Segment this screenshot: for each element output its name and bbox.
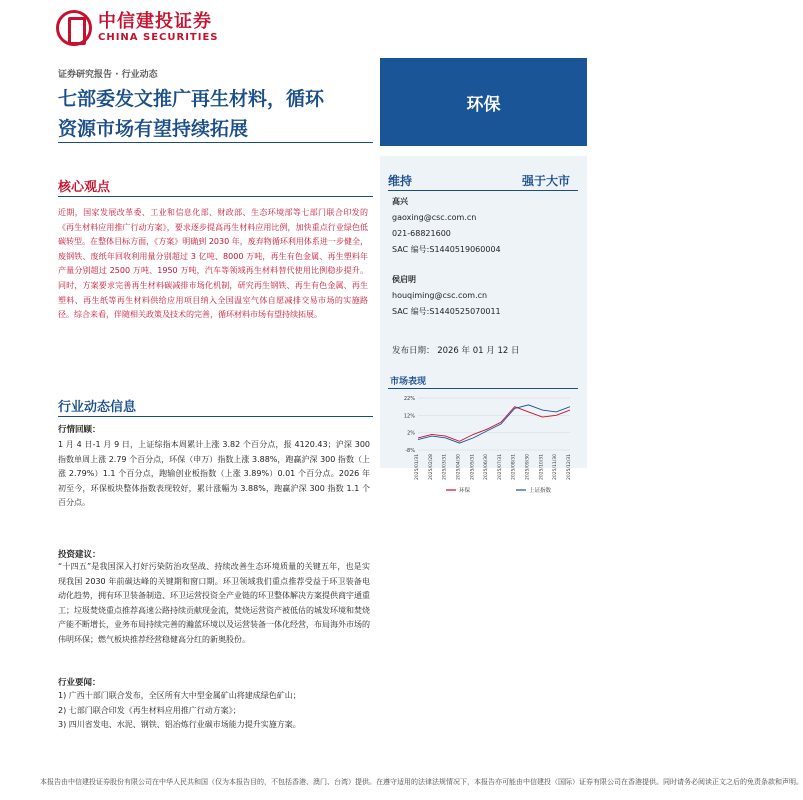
news-title: 行业要闻： xyxy=(58,678,101,688)
dynamics-heading: 行业动态信息 xyxy=(58,400,137,415)
report-title xyxy=(58,84,388,144)
y-tick-label: -8% xyxy=(405,448,415,454)
x-tick-label: 2025/03/31 xyxy=(442,454,448,480)
series-line xyxy=(418,405,570,443)
report-title-line2: 资源市场有望持续拓展 xyxy=(58,118,249,140)
market-divider xyxy=(388,388,578,389)
analyst-phone: 021-68821600 xyxy=(392,229,451,238)
x-tick-label: 2025/01/31 xyxy=(415,454,420,480)
news-item: 3) 四川省发电、水泥、钢铁、铝冶炼行业碳市场能力提升实施方案。 xyxy=(58,720,301,730)
news-list xyxy=(58,689,370,733)
x-tick-label: 2025/11/30 xyxy=(553,454,559,480)
x-tick-label: 2025/10/31 xyxy=(539,454,545,480)
breadcrumb: 证券研究报告 · 行业动态 xyxy=(58,70,158,80)
dynamics-divider xyxy=(58,416,373,417)
x-tick-label: 2025/05/31 xyxy=(470,454,476,480)
x-tick-label: 2025/04/30 xyxy=(456,454,462,480)
logo-icon xyxy=(56,10,92,46)
analyst-email[interactable]: gaoxing@csc.com.cn xyxy=(392,213,477,222)
core-view-divider xyxy=(58,196,373,197)
legend-label: 上证指数 xyxy=(529,488,552,494)
review-title: 行情回顾： xyxy=(58,425,101,435)
x-tick-label: 2025/07/31 xyxy=(497,454,503,480)
analyst-card xyxy=(392,272,501,320)
advice-text: “十四五”是我国深入打好污染防治攻坚战、持续改善生态环境质量的关键五年，也是实现我国 2030 年前碳达峰的关键期和窗口期。环卫领域我们重点推荐受益于环卫装备电动化趋势，拥有环卫装备制造、环卫运营投资全产业链的环卫整体解决方案提供商宇通重工；垃圾焚烧重点推荐高速公路持续贡献现金流，焚烧运营资产被低估的城发环境和焚烧产能不断增长，业务布局持续完善的瀚蓝环境以及运营装备一体化经营，布局海外市场的伟明环保；燃气板块推荐经营稳健高分红的新奥股份。 xyxy=(58,562,370,644)
title-divider xyxy=(58,142,373,143)
x-tick-label: 2025/09/30 xyxy=(525,454,531,480)
review-text: 1 月 4 日-1 月 9 日，上证综指本周累计上涨 3.82 个百分点，报 4120.43；沪深 300 指数单周上涨 2.79 个百分点，环保（申万）指数上涨 3.88%，跑赢沪深 300 指数（上涨 2.79%）1.1 个百分点，跑输创业板指数（上涨 3.89%）0.01 个百分点。2026 年初至今，环保板块整体指数表现较好，累计涨幅为 3.88%，跑赢沪深 300 指数 1.1 个百分点。 xyxy=(58,440,370,508)
core-view-text: 近期，国家发展改革委、工业和信息化部、财政部、生态环境部等七部门联合印发的《再生材料应用推广行动方案》，要求逐步提高再生材料应用比例，加快重点行业绿色低碳转型。在整体目标方面，《方案》明确到 2030 年，废弃物循环利用体系进一步健全，废钢铁、废纸年回收利用量分别超过 3 亿吨、8000 万吨，再生有色金属、再生塑料年产量分别超过 2500 万吨、1950 万吨，汽车等领域再生材料替代使用比例稳步提升。同时，方案要求完善再生材料碳减排市场化机制，研究再生钢铁、再生有色金属、再生塑料、再生纸等再生材料供给应用项目纳入全国温室气体自愿减排交易市场的实施路径。综合来看，伴随相关政策及技术的完善，循环材料市场有望持续拓展。 xyxy=(58,208,368,320)
logo-name-en: CHINA SECURITIES xyxy=(98,32,219,43)
y-tick-label: 12% xyxy=(403,413,415,420)
x-tick-label: 2025/02/28 xyxy=(428,454,434,480)
market-performance-chart xyxy=(388,392,578,498)
rating-label: 维持 xyxy=(388,174,413,188)
core-view-heading: 核心观点 xyxy=(58,180,111,195)
analyst-sac: SAC 编号:S1440525070011 xyxy=(392,307,501,316)
y-tick-label: 22% xyxy=(403,396,415,402)
publish-date: 发布日期： 2026 年 01 月 12 日 xyxy=(392,346,520,356)
news-item: 1) 广西十部门联合发布，全区所有大中型金属矿山将建成绿色矿山； xyxy=(58,691,301,700)
advice-title: 投资建议： xyxy=(58,550,101,560)
analyst-name: 高兴 xyxy=(392,197,408,206)
x-tick-label: 2025/06/30 xyxy=(484,454,490,480)
x-tick-label: 2025/08/31 xyxy=(511,454,517,480)
analyst-card xyxy=(392,194,501,258)
analyst-name: 侯启明 xyxy=(392,275,416,284)
rating-row xyxy=(388,172,578,189)
y-tick-label: 2% xyxy=(407,430,415,437)
series-line xyxy=(418,407,570,442)
disclaimer: 本报告由中信建投证券股份有限公司在中华人民共和国（仅为本报告目的，不包括香港、澳门、台湾）提供。在遵守适用的法律法规情况下，本报告亦可能由中信建投（国际）证券有限公司在香港提供。同时请务必阅读正文之后的免责条款和声明。 xyxy=(40,778,803,786)
company-logo xyxy=(56,10,219,46)
report-title-line1: 七部委发文推广再生材料，循环 xyxy=(58,88,325,110)
logo-name-cn: 中信建投证券 xyxy=(98,11,212,32)
news-item: 2) 七部门联合印发《再生材料应用推广行动方案》； xyxy=(58,705,241,715)
sector-banner: 环保 xyxy=(380,58,587,146)
legend-label: 环保 xyxy=(459,488,471,494)
analyst-email[interactable]: houqiming@csc.com.cn xyxy=(392,291,488,300)
rating-value: 强于大市 xyxy=(521,174,570,188)
rating-divider xyxy=(388,190,578,191)
x-tick-label: 2025/12/31 xyxy=(567,454,572,480)
market-performance-title: 市场表现 xyxy=(390,377,427,387)
analyst-sac: SAC 编号:S1440519060004 xyxy=(392,245,501,254)
